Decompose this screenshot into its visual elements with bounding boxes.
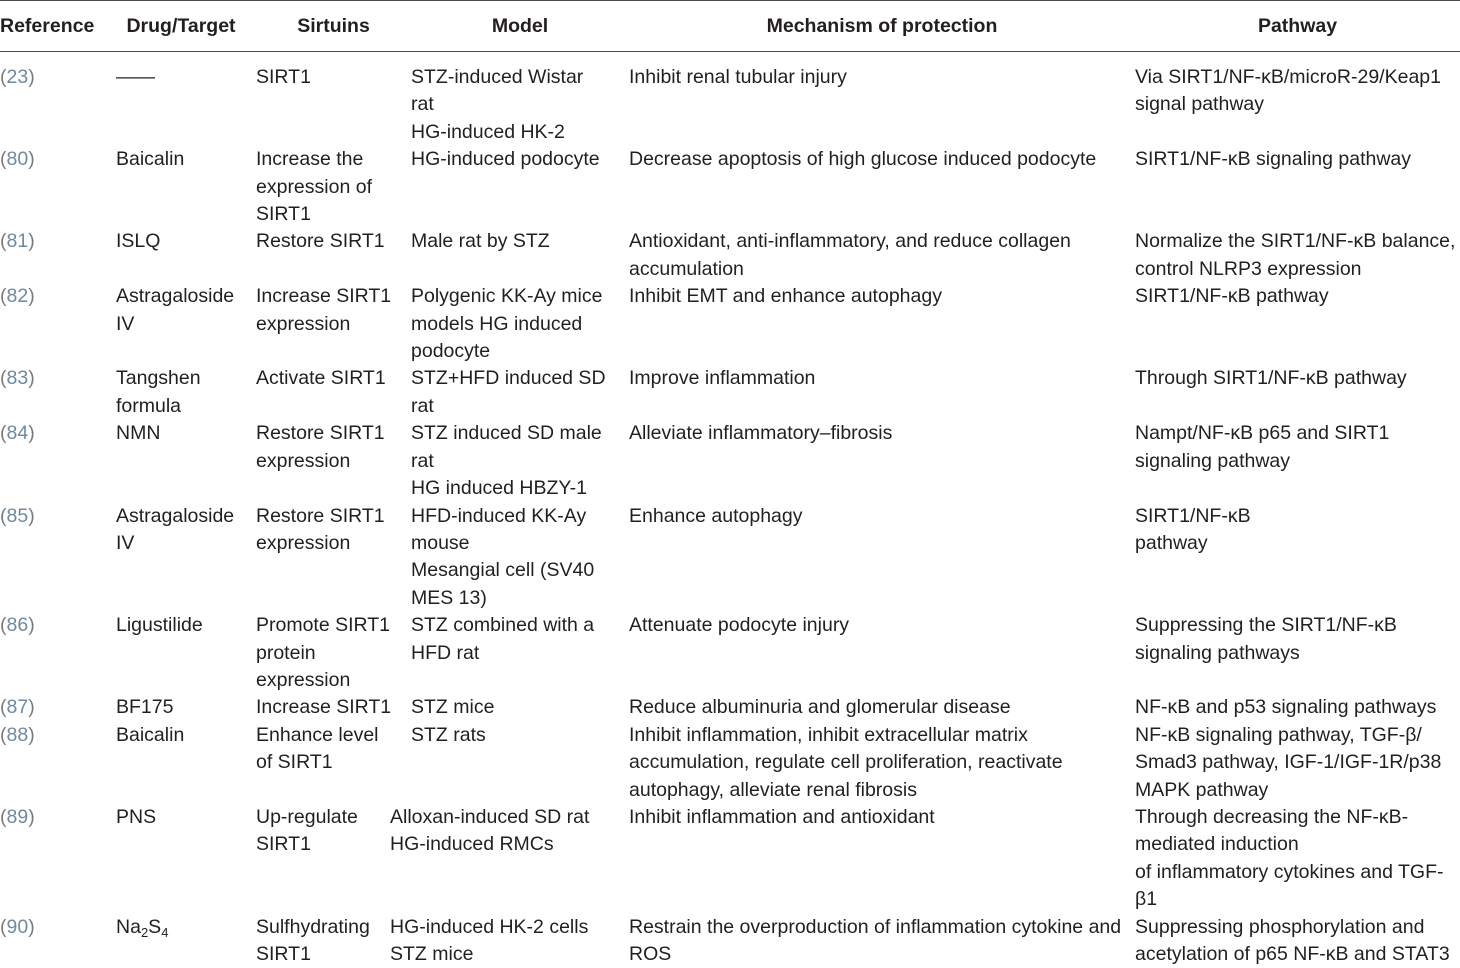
mechanism-cell: Inhibit inflammation, inhibit extracellular matrix accumulation, regulate cell proliferation, reactivate autophagy, alleviate renal fibrosis (629, 722, 1135, 804)
table-row (0, 914, 1460, 968)
sirtuins-cell (256, 420, 411, 502)
model-cell (411, 283, 629, 365)
drug-cell: Ligustilide (106, 612, 256, 694)
mechanism-cell: Attenuate podocyte injury (629, 612, 1135, 694)
pathway-line: acetylation of p65 NF-κB and STAT3 (1135, 941, 1460, 968)
reference-cell: (87) (0, 694, 106, 721)
model-line: STZ mice (411, 694, 629, 721)
drug-cell: Tangshen formula (106, 365, 256, 420)
sirtuins-line: Increase SIRT1 (256, 694, 411, 721)
pathway-line: Through decreasing the NF-κB- (1135, 804, 1460, 831)
reference-cell: (80) (0, 146, 106, 228)
table-row (0, 52, 1460, 147)
reference-cell: (82) (0, 283, 106, 365)
reference-cell: (84) (0, 420, 106, 502)
mechanism-cell: Antioxidant, anti-inflammatory, and reduce collagen accumulation (629, 228, 1135, 283)
pathway-cell (1135, 804, 1460, 914)
sirtuins-cell (256, 722, 411, 804)
model-line: HG-induced podocyte (411, 146, 629, 173)
table-row (0, 503, 1460, 613)
mechanism-cell: Decrease apoptosis of high glucose induced podocyte (629, 146, 1135, 228)
reference-cell: (85) (0, 503, 106, 613)
sirtuins-line: Restore SIRT1 (256, 503, 411, 530)
reference-cell: (89) (0, 804, 106, 914)
table-row (0, 146, 1460, 228)
table-row (0, 804, 1460, 914)
header-pathway: Pathway (1135, 1, 1460, 52)
sirtuins-cell (256, 612, 411, 694)
model-cell (411, 365, 629, 420)
pathway-cell (1135, 52, 1460, 147)
pathway-cell (1135, 694, 1460, 721)
model-cell (390, 914, 608, 968)
sirtuins-line: Restore SIRT1 (256, 228, 411, 255)
pathway-line: Nampt/NF-κB p65 and SIRT1 (1135, 420, 1460, 447)
model-cell (411, 722, 629, 804)
table-row (0, 283, 1460, 365)
pathway-line: Suppressing the SIRT1/NF-κB (1135, 612, 1460, 639)
drug-cell: Astragaloside IV (106, 503, 256, 613)
drug-cell: BF175 (106, 694, 256, 721)
reference-cell: (88) (0, 722, 106, 804)
model-line: STZ+HFD induced SD (411, 365, 629, 392)
header-model: Model (411, 1, 629, 52)
drug-cell: PNS (106, 804, 256, 914)
table-row (0, 365, 1460, 420)
header-drug: Drug/Target (106, 1, 256, 52)
table-row (0, 694, 1460, 721)
sirtuins-cell: SIRT1 (256, 52, 411, 147)
model-line: Polygenic KK-Ay mice (411, 283, 629, 310)
drug-formula-sub1: 2 (141, 925, 148, 940)
pathway-line: β1 (1135, 886, 1460, 913)
sirtuins-line: SIRT1 (256, 201, 411, 228)
pathway-cell (1135, 365, 1460, 420)
model-line: Alloxan-induced SD rat (390, 804, 608, 831)
sirtuins-line: Promote SIRT1 (256, 612, 411, 639)
reference-link[interactable]: 80 (7, 148, 29, 170)
pathway-line: signaling pathway (1135, 448, 1460, 475)
sirtuins-cell (256, 503, 411, 613)
model-cell (411, 503, 629, 613)
model-cell (411, 420, 629, 502)
sirtuins-line: of SIRT1 (256, 749, 411, 776)
mechanism-cell: Reduce albuminuria and glomerular disease (629, 694, 1135, 721)
reference-link[interactable]: 88 (7, 724, 29, 746)
sirtuins-line: expression (256, 311, 411, 338)
pathway-line: Through SIRT1/NF-κB pathway (1135, 365, 1460, 392)
pathway-cell (1135, 420, 1460, 502)
model-line: STZ rats (411, 722, 629, 749)
model-line: Mesangial cell (SV40 (411, 557, 629, 584)
drug-cell (106, 914, 256, 968)
pathway-line: SIRT1/NF-κB (1135, 503, 1460, 530)
drug-cell: ISLQ (106, 228, 256, 283)
pathway-line: signal pathway (1135, 91, 1460, 118)
drug-formula-s: S (148, 916, 161, 938)
reference-cell: (86) (0, 612, 106, 694)
pathway-cell (1135, 914, 1460, 968)
pathway-cell (1135, 722, 1460, 804)
pathway-line: SIRT1/NF-κB signaling pathway (1135, 146, 1460, 173)
model-line: mouse (411, 530, 629, 557)
drug-formula-na: Na (116, 916, 141, 938)
sirtuins-line: Activate SIRT1 (256, 365, 411, 392)
sirtuins-line: SIRT1 (256, 941, 411, 968)
model-line: STZ-induced Wistar (411, 64, 629, 91)
model-cell (411, 228, 629, 283)
pathway-line: of inflammatory cytokines and TGF- (1135, 859, 1460, 886)
model-cell (411, 612, 629, 694)
table-row (0, 228, 1460, 283)
model-line: HG induced HBZY-1 (411, 475, 629, 502)
sirtuins-line: Enhance level (256, 722, 411, 749)
model-line: rat (411, 448, 629, 475)
sirtuins-cell (256, 365, 411, 420)
reference-link[interactable]: 84 (7, 422, 29, 444)
model-line: rat (411, 393, 629, 420)
model-line: rat (411, 91, 629, 118)
model-line: HG-induced HK-2 (411, 119, 629, 146)
header-row (0, 1, 1460, 52)
model-line: Male rat by STZ (411, 228, 629, 255)
sirtuins-line: Up-regulate (256, 804, 411, 831)
sirtuins-line: Increase SIRT1 (256, 283, 411, 310)
pathway-line: Via SIRT1/NF-κB/microR-29/Keap1 (1135, 64, 1460, 91)
model-line: models HG induced (411, 311, 629, 338)
model-cell (411, 694, 629, 721)
sirtuins-line: protein (256, 640, 411, 667)
mechanism-cell: Enhance autophagy (629, 503, 1135, 613)
pathway-line: pathway (1135, 530, 1460, 557)
model-line: HG-induced HK-2 cells (390, 914, 608, 941)
header-mechanism: Mechanism of protection (629, 1, 1135, 52)
reference-cell: (23) (0, 52, 106, 147)
model-line: STZ combined with a (411, 612, 629, 639)
reference-link[interactable]: 89 (7, 806, 29, 828)
model-cell (411, 146, 629, 228)
drug-cell: NMN (106, 420, 256, 502)
model-line: STZ mice (390, 941, 608, 968)
reference-link[interactable]: 23 (7, 66, 29, 88)
sirtuins-line: expression (256, 667, 411, 694)
model-cell (390, 804, 608, 914)
header-reference: Reference (0, 1, 106, 52)
drug-formula-sub2: 4 (161, 925, 168, 940)
table-row (0, 612, 1460, 694)
reference-link[interactable]: 85 (7, 505, 29, 527)
reference-link[interactable]: 90 (7, 916, 29, 938)
mechanism-cell: Alleviate inflammatory–fibrosis (629, 420, 1135, 502)
pathway-line: control NLRP3 expression (1135, 256, 1460, 283)
sirtuins-cell (256, 228, 411, 283)
model-line: HFD-induced KK-Ay (411, 503, 629, 530)
sirtuins-cell (256, 283, 411, 365)
reference-cell: (83) (0, 365, 106, 420)
mechanism-cell: Inhibit EMT and enhance autophagy (629, 283, 1135, 365)
model-cell (411, 52, 629, 147)
pathway-cell (1135, 283, 1460, 365)
mechanism-cell: Inhibit renal tubular injury (629, 52, 1135, 147)
reference-cell: (81) (0, 228, 106, 283)
model-line: HFD rat (411, 640, 629, 667)
pathway-line: MAPK pathway (1135, 777, 1460, 804)
pathway-line: NF-κB and p53 signaling pathways (1135, 694, 1460, 721)
pathway-cell (1135, 612, 1460, 694)
pathway-cell (1135, 146, 1460, 228)
mechanism-cell: Restrain the overproduction of inflammation cytokine and ROS (629, 914, 1135, 968)
sirtuins-line: expression of (256, 174, 411, 201)
drug-cell: —— (106, 52, 256, 147)
pathway-line: Normalize the SIRT1/NF-κB balance, (1135, 228, 1460, 255)
pathway-line: signaling pathways (1135, 640, 1460, 667)
sirtuins-cell (256, 146, 411, 228)
drug-cell: Baicalin (106, 146, 256, 228)
table-row (0, 420, 1460, 502)
reference-cell: (90) (0, 914, 106, 968)
reference-link[interactable]: 87 (7, 696, 29, 718)
reference-link[interactable]: 82 (7, 285, 29, 307)
pathway-line: SIRT1/NF-κB pathway (1135, 283, 1460, 310)
sirtuins-line: expression (256, 530, 411, 557)
sirtuins-line: expression (256, 448, 411, 475)
sirtuins-cell (256, 804, 411, 914)
mechanism-cell: Inhibit inflammation and antioxidant (629, 804, 1135, 914)
model-line: podocyte (411, 338, 629, 365)
sirtuins-line: SIRT1 (256, 831, 411, 858)
mechanism-cell: Improve inflammation (629, 365, 1135, 420)
reference-link[interactable]: 81 (7, 230, 29, 252)
sirtuins-line: Sulfhydrating (256, 914, 411, 941)
sirtuins-cell (256, 694, 411, 721)
sirtuins-line: Restore SIRT1 (256, 420, 411, 447)
table-header (0, 1, 1460, 52)
model-line: HG-induced RMCs (390, 831, 608, 858)
pathway-line: Suppressing phosphorylation and (1135, 914, 1460, 941)
model-line: STZ induced SD male (411, 420, 629, 447)
reference-link[interactable]: 86 (7, 614, 29, 636)
sirtuins-cell (256, 914, 411, 968)
pathway-cell (1135, 228, 1460, 283)
sirtuins-line: Increase the (256, 146, 411, 173)
reference-link[interactable]: 83 (7, 367, 29, 389)
pathway-cell (1135, 503, 1460, 613)
drug-cell: Astragaloside IV (106, 283, 256, 365)
drug-cell: Baicalin (106, 722, 256, 804)
model-line: MES 13) (411, 585, 629, 612)
pathway-line: NF-κB signaling pathway, TGF-β/ (1135, 722, 1460, 749)
header-sirtuins: Sirtuins (256, 1, 411, 52)
pathway-line: Smad3 pathway, IGF-1/IGF-1R/p38 (1135, 749, 1460, 776)
table-body (0, 52, 1460, 968)
table-row (0, 722, 1460, 804)
pathway-line: mediated induction (1135, 831, 1460, 858)
